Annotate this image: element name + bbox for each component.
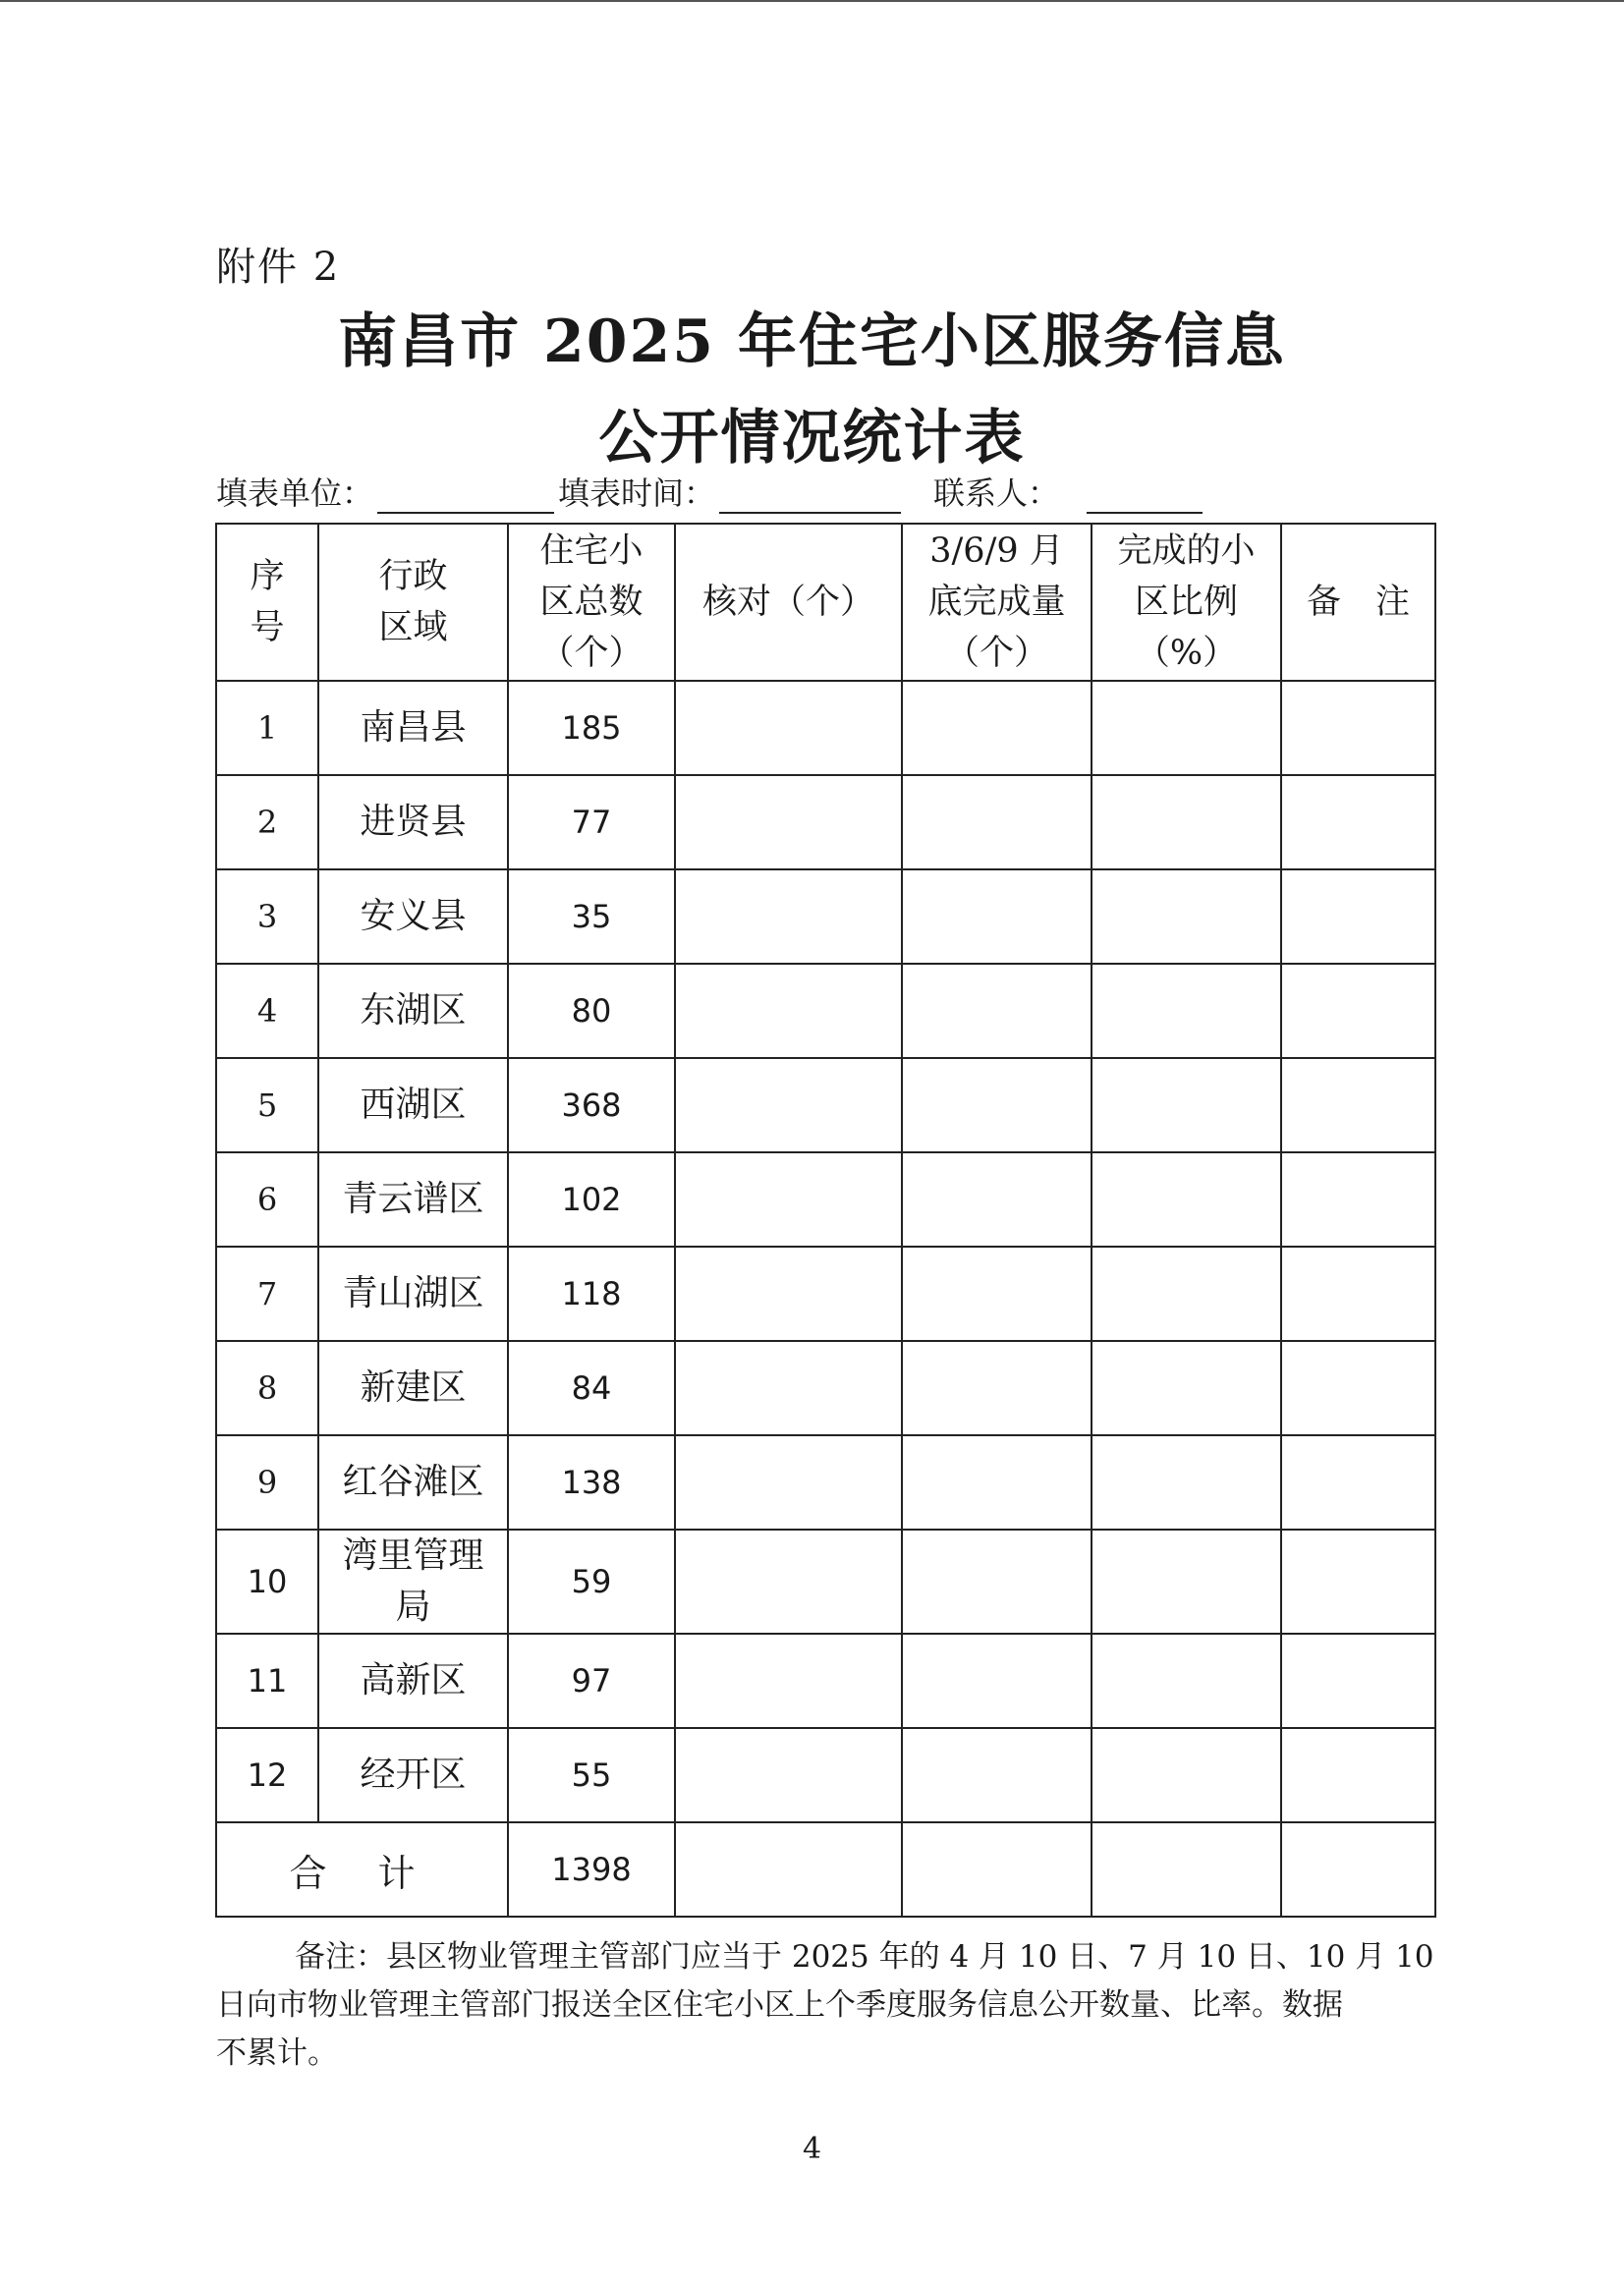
row-district: 青云谱区 (318, 1152, 508, 1247)
fill-time-label: 填表时间： (558, 474, 716, 512)
row-verified-cell[interactable] (675, 1058, 902, 1152)
row-district: 湾里管理 局 (318, 1530, 508, 1634)
row-completed-cell[interactable] (902, 1435, 1092, 1530)
row-seq: 9 (216, 1435, 318, 1530)
row-completed-cell[interactable] (902, 681, 1092, 775)
table-row (216, 775, 1435, 869)
row-district: 红谷滩区 (318, 1435, 508, 1530)
row-ratio-cell[interactable] (1092, 1247, 1281, 1341)
total-value: 1398 (508, 1822, 675, 1917)
row-completed-cell[interactable] (902, 1634, 1092, 1728)
table-row (216, 1530, 1435, 1634)
row-completed-cell[interactable] (902, 869, 1092, 964)
table-row (216, 1341, 1435, 1435)
row-verified-cell[interactable] (675, 1247, 902, 1341)
row-completed-cell[interactable] (902, 1152, 1092, 1247)
row-remarks-cell[interactable] (1281, 681, 1435, 775)
fill-time-field (558, 474, 901, 514)
row-ratio-cell[interactable] (1092, 1341, 1281, 1435)
row-total: 80 (508, 964, 675, 1058)
header-seq: 序 号 (216, 524, 318, 681)
row-remarks-cell[interactable] (1281, 1530, 1435, 1634)
row-remarks-cell[interactable] (1281, 1058, 1435, 1152)
row-completed-cell[interactable] (902, 1247, 1092, 1341)
total-verified-cell[interactable] (675, 1822, 902, 1917)
row-seq: 1 (216, 681, 318, 775)
row-total: 368 (508, 1058, 675, 1152)
table-row (216, 1152, 1435, 1247)
row-total: 35 (508, 869, 675, 964)
row-total: 84 (508, 1341, 675, 1435)
fill-time-blank (719, 478, 901, 514)
row-completed-cell[interactable] (902, 1530, 1092, 1634)
row-seq: 8 (216, 1341, 318, 1435)
statistics-table (215, 523, 1436, 1918)
row-verified-cell[interactable] (675, 869, 902, 964)
contact-blank (1087, 478, 1203, 514)
footnote-line: 不累计。 (216, 2035, 338, 2071)
table-row (216, 681, 1435, 775)
row-total: 118 (508, 1247, 675, 1341)
row-verified-cell[interactable] (675, 964, 902, 1058)
contact-label: 联系人： (933, 474, 1060, 512)
row-remarks-cell[interactable] (1281, 1247, 1435, 1341)
row-seq: 3 (216, 869, 318, 964)
row-remarks-cell[interactable] (1281, 1152, 1435, 1247)
row-remarks-cell[interactable] (1281, 964, 1435, 1058)
row-verified-cell[interactable] (675, 1435, 902, 1530)
fill-unit-field (216, 474, 554, 514)
row-total: 138 (508, 1435, 675, 1530)
row-total: 102 (508, 1152, 675, 1247)
table-row (216, 1058, 1435, 1152)
row-remarks-cell[interactable] (1281, 1341, 1435, 1435)
header-remarks: 备 注 (1281, 524, 1435, 681)
fill-unit-label: 填表单位： (216, 474, 374, 512)
row-remarks-cell[interactable] (1281, 1728, 1435, 1822)
total-remarks-cell[interactable] (1281, 1822, 1435, 1917)
row-total: 97 (508, 1634, 675, 1728)
fill-unit-blank (377, 478, 554, 514)
row-seq: 2 (216, 775, 318, 869)
row-remarks-cell[interactable] (1281, 775, 1435, 869)
row-completed-cell[interactable] (902, 1341, 1092, 1435)
row-seq: 12 (216, 1728, 318, 1822)
row-verified-cell[interactable] (675, 1634, 902, 1728)
row-total: 59 (508, 1530, 675, 1634)
row-total: 55 (508, 1728, 675, 1822)
total-completed-cell[interactable] (902, 1822, 1092, 1917)
scan-top-edge (0, 0, 1624, 2)
row-district: 经开区 (318, 1728, 508, 1822)
row-verified-cell[interactable] (675, 681, 902, 775)
row-verified-cell[interactable] (675, 775, 902, 869)
row-ratio-cell[interactable] (1092, 1435, 1281, 1530)
row-seq: 6 (216, 1152, 318, 1247)
header-total-communities: 住宅小 区总数 （个） (508, 524, 675, 681)
row-total: 185 (508, 681, 675, 775)
row-district: 新建区 (318, 1341, 508, 1435)
row-ratio-cell[interactable] (1092, 1530, 1281, 1634)
row-ratio-cell[interactable] (1092, 1634, 1281, 1728)
footnote-line: 日向市物业管理主管部门报送全区住宅小区上个季度服务信息公开数量、比率。数据 (216, 1987, 1343, 2023)
row-completed-cell[interactable] (902, 775, 1092, 869)
row-verified-cell[interactable] (675, 1341, 902, 1435)
row-district: 东湖区 (318, 964, 508, 1058)
row-seq: 5 (216, 1058, 318, 1152)
row-ratio-cell[interactable] (1092, 681, 1281, 775)
header-verified: 核对（个） (675, 524, 902, 681)
row-district: 南昌县 (318, 681, 508, 775)
contact-field (933, 474, 1203, 514)
row-ratio-cell[interactable] (1092, 775, 1281, 869)
header-completed: 3/6/9 月 底完成量 （个） (902, 524, 1092, 681)
row-remarks-cell[interactable] (1281, 1435, 1435, 1530)
row-completed-cell[interactable] (902, 1058, 1092, 1152)
row-seq: 7 (216, 1247, 318, 1341)
row-district: 高新区 (318, 1634, 508, 1728)
table-row (216, 1247, 1435, 1341)
row-ratio-cell[interactable] (1092, 1058, 1281, 1152)
table-row (216, 964, 1435, 1058)
document-title-line-2: 公开情况统计表 (598, 404, 1026, 473)
page-number: 4 (802, 2132, 822, 2166)
table-row (216, 869, 1435, 964)
header-district: 行政 区域 (318, 524, 508, 681)
total-label: 合 计 (216, 1822, 508, 1917)
attachment-label: 附件 2 (216, 245, 341, 290)
document-title-line-1: 南昌市 2025 年住宅小区服务信息 (338, 307, 1286, 376)
row-district: 青山湖区 (318, 1247, 508, 1341)
total-row (216, 1822, 1435, 1917)
row-verified-cell[interactable] (675, 1530, 902, 1634)
table-row (216, 1728, 1435, 1822)
table-row (216, 1634, 1435, 1728)
row-district: 进贤县 (318, 775, 508, 869)
row-remarks-cell[interactable] (1281, 1634, 1435, 1728)
table-header-row (216, 524, 1435, 681)
footnote (216, 1933, 1434, 2078)
total-ratio-cell[interactable] (1092, 1822, 1281, 1917)
row-district: 西湖区 (318, 1058, 508, 1152)
row-ratio-cell[interactable] (1092, 1728, 1281, 1822)
row-ratio-cell[interactable] (1092, 869, 1281, 964)
row-completed-cell[interactable] (902, 1728, 1092, 1822)
row-seq: 4 (216, 964, 318, 1058)
table-row (216, 1435, 1435, 1530)
row-seq: 11 (216, 1634, 318, 1728)
row-seq: 10 (216, 1530, 318, 1634)
footnote-line: 备注：县区物业管理主管部门应当于 2025 年的 4 月 10 日、7 月 10 日、10 月 10 (295, 1939, 1434, 1975)
row-district: 安义县 (318, 869, 508, 964)
row-ratio-cell[interactable] (1092, 1152, 1281, 1247)
header-ratio: 完成的小 区比例 （%） (1092, 524, 1281, 681)
row-verified-cell[interactable] (675, 1152, 902, 1247)
row-completed-cell[interactable] (902, 964, 1092, 1058)
row-ratio-cell[interactable] (1092, 964, 1281, 1058)
row-verified-cell[interactable] (675, 1728, 902, 1822)
row-remarks-cell[interactable] (1281, 869, 1435, 964)
row-total: 77 (508, 775, 675, 869)
